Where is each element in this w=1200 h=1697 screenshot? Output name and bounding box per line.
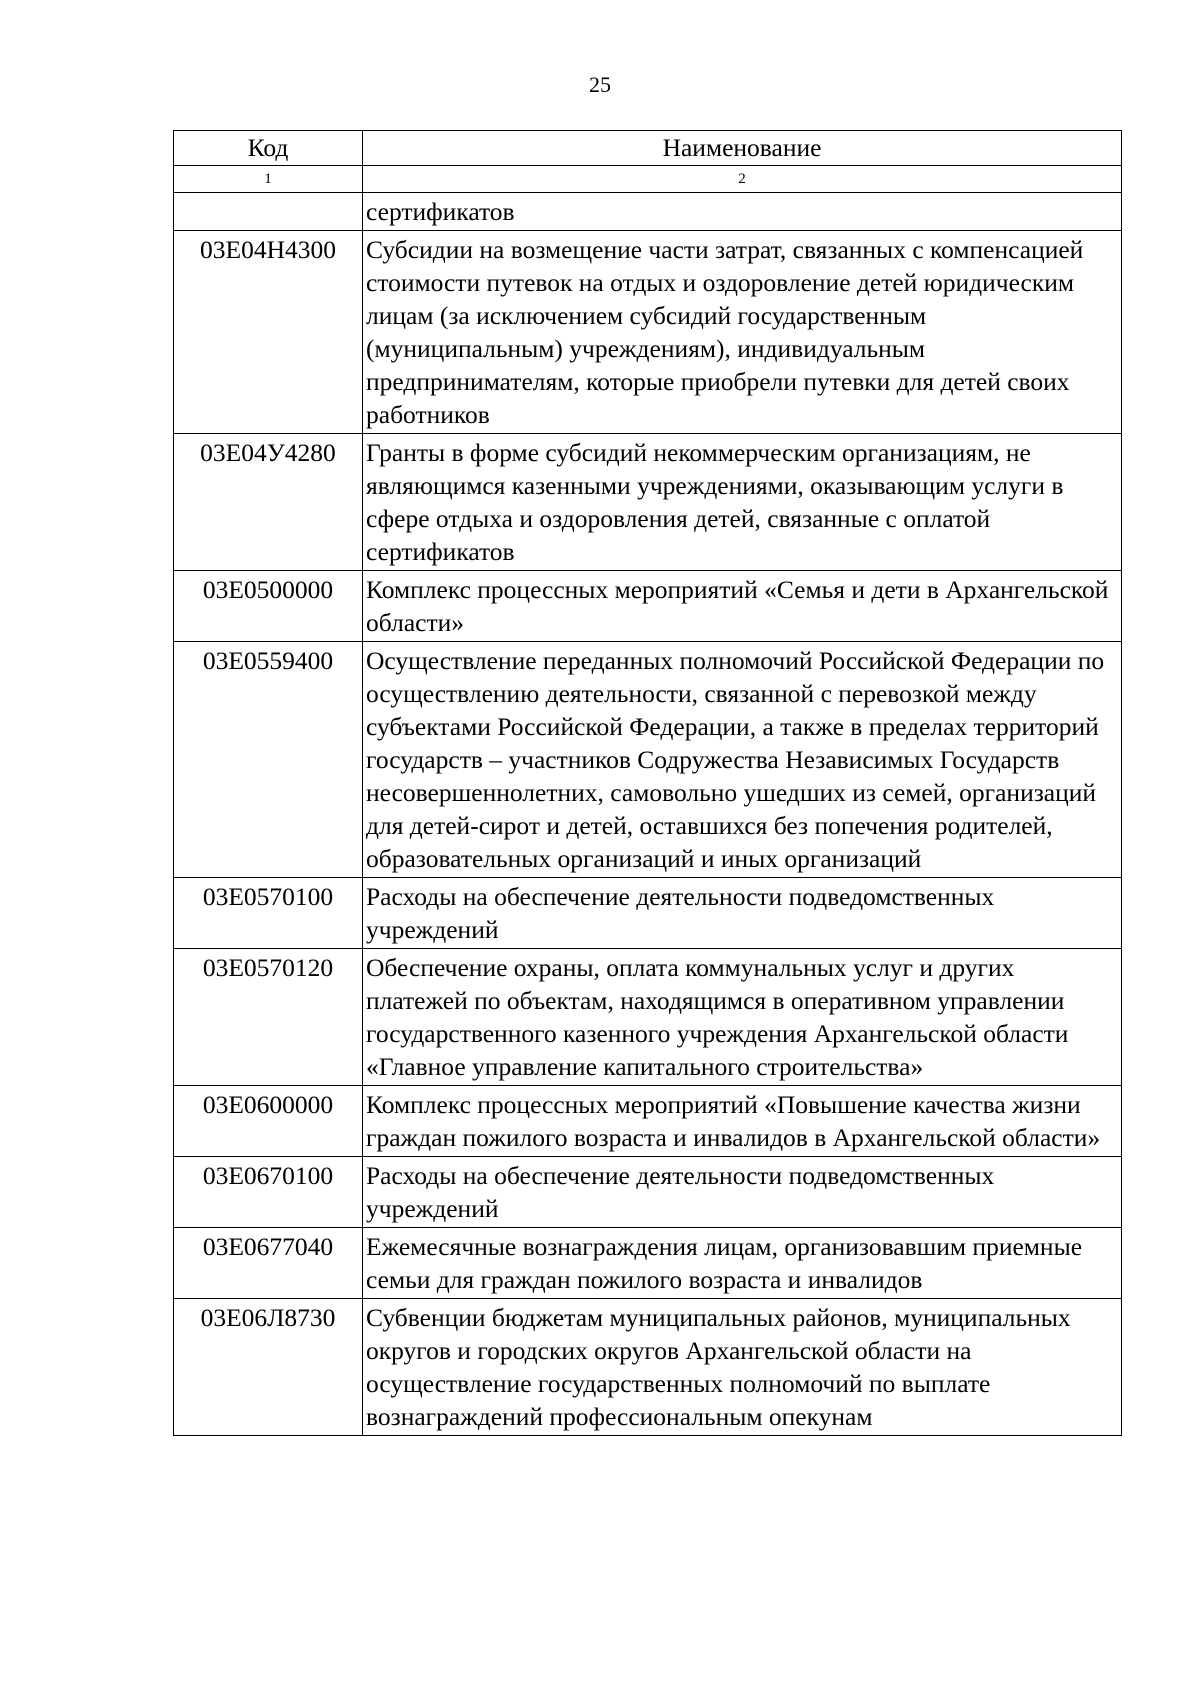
row-code: 03Е0677040 [174, 1228, 363, 1299]
table-header-row [174, 131, 1122, 166]
row-code: 03Е0670100 [174, 1157, 363, 1228]
row-name: Субсидии на возмещение части затрат, связанных с компенсацией стоимости путевок на отдых и оздоровление детей юридическим лицам (за исключением субсидий государственным (муниципальным) учреждениям), индивидуальным предпринимателям, которые приобрели путевки для детей своих работников [363, 231, 1122, 434]
table-row [174, 1086, 1122, 1157]
table-row [174, 949, 1122, 1086]
table-row [174, 642, 1122, 878]
table-row [174, 231, 1122, 434]
row-code: 03Е06Л8730 [174, 1299, 363, 1436]
row-name: сертификатов [363, 193, 1122, 231]
row-name: Расходы на обеспечение деятельности подведомственных учреждений [363, 878, 1122, 949]
row-name: Гранты в форме субсидий некоммерческим организациям, не являющимся казенными учреждениями, оказывающим услуги в сфере отдыха и оздоровления детей, связанные с оплатой сертификатов [363, 434, 1122, 571]
row-code: 03Е0570120 [174, 949, 363, 1086]
column-number-1: 1 [174, 166, 363, 193]
budget-codes-table [173, 130, 1122, 1436]
row-code: 03Е0570100 [174, 878, 363, 949]
row-code: 03Е04У4280 [174, 434, 363, 571]
table-row [174, 434, 1122, 571]
header-code: Код [174, 131, 363, 166]
row-name: Комплекс процессных мероприятий «Повышение качества жизни граждан пожилого возраста и инвалидов в Архангельской области» [363, 1086, 1122, 1157]
column-number-row [174, 166, 1122, 193]
row-code: 03Е0600000 [174, 1086, 363, 1157]
row-code: 03Е0559400 [174, 642, 363, 878]
table-row [174, 1157, 1122, 1228]
row-name: Субвенции бюджетам муниципальных районов, муниципальных округов и городских округов Архангельской области на осуществление государственных полномочий по выплате вознаграждений профессиональным опекунам [363, 1299, 1122, 1436]
page-number: 25 [589, 72, 611, 97]
header-name: Наименование [363, 131, 1122, 166]
row-name: Расходы на обеспечение деятельности подведомственных учреждений [363, 1157, 1122, 1228]
row-code: 03Е04Н4300 [174, 231, 363, 434]
row-name: Ежемесячные вознаграждения лицам, организовавшим приемные семьи для граждан пожилого возраста и инвалидов [363, 1228, 1122, 1299]
column-number-2: 2 [363, 166, 1122, 193]
row-code: 03Е0500000 [174, 571, 363, 642]
table-row [174, 571, 1122, 642]
row-code [174, 193, 363, 231]
row-name: Осуществление переданных полномочий Российской Федерации по осуществлению деятельности, связанной с перевозкой между субъектами Российской Федерации, а также в пределах территорий государств – участников Содружества Независимых Государств несовершеннолетних, самовольно ушедших из семей, организаций для детей-сирот и детей, оставшихся без попечения родителей, образовательных организаций и иных организаций [363, 642, 1122, 878]
row-name: Комплекс процессных мероприятий «Семья и дети в Архангельской области» [363, 571, 1122, 642]
table-row [174, 1299, 1122, 1436]
table-row [174, 193, 1122, 231]
table-row [174, 1228, 1122, 1299]
row-name: Обеспечение охраны, оплата коммунальных услуг и других платежей по объектам, находящимся в оперативном управлении государственного казенного учреждения Архангельской области «Главное управление капитального строительства» [363, 949, 1122, 1086]
table-row [174, 878, 1122, 949]
